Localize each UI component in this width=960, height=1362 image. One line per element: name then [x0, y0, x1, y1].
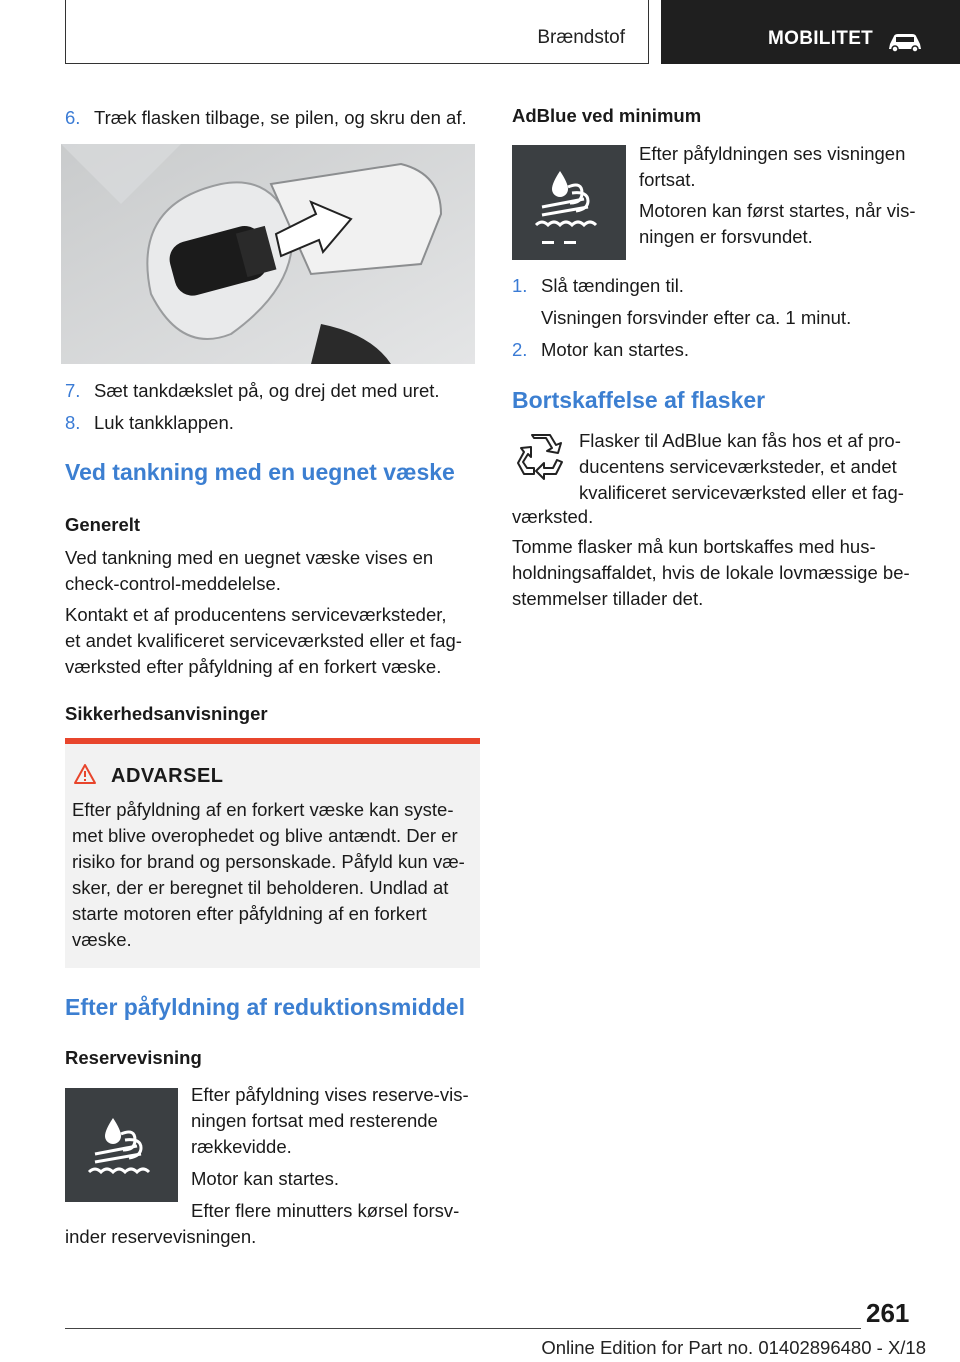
minimum-paragraph-2 [639, 198, 916, 250]
step-2 [512, 337, 690, 363]
warning-line: væske. [72, 929, 132, 950]
step-7 [65, 378, 440, 404]
warning-title: ADVARSEL [111, 765, 224, 787]
step-1-text: Slå tændingen til. [541, 275, 684, 296]
general-p1-line2: check-control-meddelelse. [65, 573, 281, 594]
car-icon [886, 30, 924, 54]
step-2-number: 2. [512, 339, 528, 360]
step-8-number: 8. [65, 412, 81, 433]
warning-line: starte motoren efter påfyldning af en forkert [72, 903, 427, 924]
disposal-line: kvalificeret serviceværksted eller et fag- [579, 482, 904, 503]
recycle-icon [514, 430, 566, 482]
step-6-number: 6. [65, 107, 81, 128]
step-6-text: Træk flasken tilbage, se pilen, og skru den af. [94, 107, 467, 128]
subheading-adblue-minimum: AdBlue ved minimum [512, 105, 702, 126]
empty-line1: Tomme flasker må kun bortskaffes med hus- [512, 536, 876, 557]
footer-edition: Online Edition for Part no. 01402896480 - X/18 [541, 1337, 926, 1358]
warning-line: risiko for brand og personskade. Påfyld kun væ- [72, 851, 465, 872]
step-1-sub: Visningen forsvinder efter ca. 1 minut. [541, 307, 852, 328]
warning-line: sker, der er beregnet til beholderen. Undlad at [72, 877, 449, 898]
step-8 [65, 410, 234, 436]
heading-wrong-fluid: Ved tankning med en uegnet væske [65, 459, 455, 485]
adblue-minimum-icon [512, 145, 626, 260]
warning-text [72, 797, 465, 953]
subheading-safety: Sikkerhedsanvisninger [65, 703, 268, 724]
reserve-motor: Motor kan startes. [191, 1168, 340, 1189]
disposal-line: Flasker til AdBlue kan fås hos et af pro- [579, 430, 901, 451]
general-p2-line3: værksted efter påfyldning af en forkert væske. [65, 656, 442, 677]
empty-line2: holdningsaffaldet, hvis de lokale lovmæssige be- [512, 562, 910, 583]
minimum-p2-line1: Motoren kan først startes, når vis- [639, 200, 916, 221]
empty-line3: stemmelser tillader det. [512, 588, 704, 609]
reserve-line: ningen fortsat med resterende [191, 1110, 438, 1131]
warning-line: met blive overophedet og blive antændt. Der er [72, 825, 458, 846]
header-section-title: Brændstof [537, 27, 625, 48]
minimum-p1-line1: Efter påfyldningen ses visningen [639, 143, 906, 164]
step-6 [65, 105, 467, 131]
step-1-number: 1. [512, 275, 528, 296]
disposal-line: ducentens serviceværksteder, et andet [579, 456, 897, 477]
empty-bottles-paragraph [512, 534, 910, 612]
page-number: 261 [866, 1298, 910, 1328]
minimum-p2-line2: ningen er forsvundet. [639, 226, 813, 247]
heading-disposal: Bortskaffelse af flasker [512, 387, 766, 413]
general-paragraph-1 [65, 545, 433, 597]
reserve-line: rækkevidde. [191, 1136, 292, 1157]
disposal-tail: værksted. [512, 506, 594, 527]
footer-divider [65, 1328, 861, 1329]
warning-triangle-icon [73, 763, 97, 785]
fuel-cap-photo [61, 144, 475, 364]
adblue-reserve-icon [65, 1088, 178, 1202]
general-paragraph-2 [65, 602, 462, 680]
general-p2-line1: Kontakt et af producentens serviceværksteder, [65, 604, 447, 625]
general-p2-line2: et andet kvalificeret serviceværksted eller et fag- [65, 630, 462, 651]
header-chapter-title: MOBILITET [768, 28, 874, 49]
step-7-text: Sæt tankdækslet på, og drej det med uret. [94, 380, 440, 401]
subheading-general: Generelt [65, 514, 141, 535]
minimum-paragraph-1 [639, 141, 905, 193]
subheading-reserve: Reservevisning [65, 1047, 202, 1068]
reserve-line: Efter påfyldning vises reserve-vis- [191, 1084, 469, 1105]
heading-after-refill: Efter påfyldning af reduktionsmiddel [65, 994, 465, 1020]
minimum-p1-line2: fortsat. [639, 169, 696, 190]
general-p1-line1: Ved tankning med en uegnet væske vises en [65, 547, 434, 568]
reserve-text [191, 1082, 469, 1160]
disposal-text [579, 428, 904, 506]
step-2-text: Motor kan startes. [541, 339, 690, 360]
step-1 [512, 273, 684, 299]
warning-line: Efter påfyldning af en forkert væske kan syste- [72, 799, 454, 820]
reserve-after-line1: Efter flere minutters kørsel forsv- [191, 1200, 460, 1221]
step-7-number: 7. [65, 380, 81, 401]
step-8-text: Luk tankklappen. [94, 412, 234, 433]
reserve-after-line2: inder reservevisningen. [65, 1226, 257, 1247]
